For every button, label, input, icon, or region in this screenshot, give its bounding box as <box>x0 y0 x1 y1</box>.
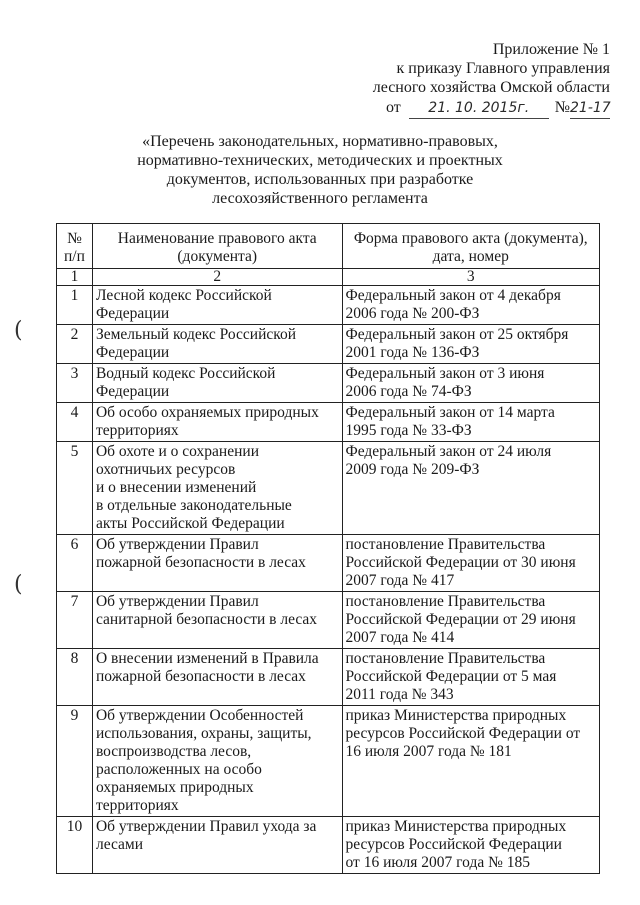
act-name-line: Федерации <box>95 383 170 400</box>
act-form-line: Федеральный закон от 4 декабря <box>345 287 561 304</box>
date-prefix: от <box>385 99 401 116</box>
act-name-line: использования, охраны, защиты, <box>95 725 312 742</box>
row-number: 2 <box>57 325 93 364</box>
act-form-line: 2001 года № 136-ФЗ <box>345 344 480 361</box>
act-form-line: 1995 года № 33-ФЗ <box>345 422 472 439</box>
act-name-line: лесами <box>95 836 144 853</box>
table-row <box>57 325 600 364</box>
act-name-line: Об утверждении Особенностей <box>95 707 304 724</box>
act-form-cell <box>342 286 600 325</box>
order-number-handwritten: 21-17 <box>570 100 611 116</box>
act-form-line: 2009 года № 209-ФЗ <box>345 461 480 478</box>
act-form-cell <box>342 364 600 403</box>
header-form: Форма правового акта (документа), дата, номер <box>342 224 600 269</box>
column-index: 2 <box>92 269 342 286</box>
act-form-line: Федеральный закон от 24 июля <box>345 443 552 460</box>
table-row <box>57 706 600 817</box>
act-form-cell <box>342 535 600 592</box>
act-name-line: расположенных на особо <box>95 761 262 778</box>
appendix-number: Приложение № 1 <box>492 41 610 58</box>
act-form-cell <box>342 442 600 535</box>
act-form-cell <box>342 706 600 817</box>
table-row <box>57 535 600 592</box>
act-name-cell <box>92 442 342 535</box>
act-form-line: Российской Федерации от 30 июня <box>345 554 576 571</box>
act-form-line: от 16 июля 2007 года № 185 <box>345 854 531 871</box>
table-row <box>57 403 600 442</box>
act-name-line: охотничьих ресурсов <box>95 461 236 478</box>
act-name-line: пожарной безопасности в лесах <box>95 554 306 571</box>
column-index: 1 <box>57 269 93 286</box>
act-form-line: постановление Правительства <box>345 593 546 610</box>
act-name-line: Водный кодекс Российской <box>95 365 276 382</box>
act-form-line: 16 июля 2007 года № 181 <box>345 743 512 760</box>
row-number: 1 <box>57 286 93 325</box>
act-name-cell <box>92 817 342 874</box>
table-row <box>57 442 600 535</box>
act-name-cell <box>92 535 342 592</box>
order-reference: к приказу Главного управления <box>396 60 610 77</box>
order-date-field <box>409 98 549 119</box>
table-row <box>57 592 600 649</box>
act-form-line: 2006 года № 200-ФЗ <box>345 305 480 322</box>
act-form-cell <box>342 592 600 649</box>
act-name-cell <box>92 403 342 442</box>
margin-bracket-mark: ( <box>14 572 23 597</box>
act-name-line: охраняемых природных <box>95 779 254 796</box>
act-name-line: территориях <box>95 422 179 439</box>
act-form-line: 2006 года № 74-ФЗ <box>345 383 472 400</box>
act-name-line: воспроизводства лесов, <box>95 743 252 760</box>
column-index: 3 <box>342 269 600 286</box>
act-name-cell <box>92 592 342 649</box>
title-line: нормативно-технических, методических и проектных <box>137 152 503 169</box>
act-name-line: Об утверждении Правил <box>95 593 259 610</box>
act-form-line: ресурсов Российской Федерации от <box>345 725 581 742</box>
order-date-handwritten: 21. 10. 2015г. <box>428 100 530 116</box>
act-name-line: Об утверждении Правил ухода за <box>95 818 317 835</box>
act-name-line: Об особо охраняемых природных <box>95 404 319 421</box>
row-number: 3 <box>57 364 93 403</box>
header-name: Наименование правового акта (документа) <box>92 224 342 269</box>
act-form-line: Федеральный закон от 25 октября <box>345 326 569 343</box>
column-index-row <box>57 269 600 286</box>
order-number-field <box>570 98 610 119</box>
table-row <box>57 364 600 403</box>
act-name-cell <box>92 325 342 364</box>
act-name-cell <box>92 364 342 403</box>
act-name-line: Земельный кодекс Российской <box>95 326 297 343</box>
table-row <box>57 649 600 706</box>
table-row <box>57 286 600 325</box>
act-name-line: Федерации <box>95 305 170 322</box>
legal-acts-table <box>56 223 600 874</box>
act-name-cell <box>92 286 342 325</box>
act-form-line: приказ Министерства природных <box>345 818 567 835</box>
act-name-line: Лесной кодекс Российской <box>95 287 272 304</box>
act-name-cell <box>92 649 342 706</box>
act-name-line: территориях <box>95 797 179 814</box>
appendix-header <box>373 40 610 119</box>
act-form-line: 2007 года № 417 <box>345 572 455 589</box>
act-name-line: акты Российской Федерации <box>95 515 285 532</box>
title-line: «Перечень законодательных, нормативно-правовых, <box>142 133 498 150</box>
row-number: 10 <box>57 817 93 874</box>
act-form-line: Российской Федерации от 5 мая <box>345 668 557 685</box>
row-number: 8 <box>57 649 93 706</box>
number-prefix: № <box>554 99 570 116</box>
row-number: 4 <box>57 403 93 442</box>
act-name-line: и о внесении изменений <box>95 479 257 496</box>
act-form-cell <box>342 403 600 442</box>
title-line: документов, использованных при разработке <box>166 171 474 188</box>
document-title <box>100 132 540 208</box>
row-number: 7 <box>57 592 93 649</box>
title-line: лесохозяйственного регламента <box>212 190 428 207</box>
table-row <box>57 817 600 874</box>
act-name-line: санитарной безопасности в лесах <box>95 611 318 628</box>
issuing-authority: лесного хозяйства Омской области <box>372 79 610 96</box>
act-form-cell <box>342 325 600 364</box>
header-num: № п/п <box>57 224 93 269</box>
act-name-cell <box>92 706 342 817</box>
act-form-line: постановление Правительства <box>345 536 546 553</box>
act-name-line: Об утверждении Правил <box>95 536 259 553</box>
act-name-line: пожарной безопасности в лесах <box>95 668 306 685</box>
row-number: 9 <box>57 706 93 817</box>
act-form-cell <box>342 649 600 706</box>
act-form-line: Федеральный закон от 14 марта <box>345 404 555 421</box>
row-number: 5 <box>57 442 93 535</box>
act-name-line: в отдельные законодательные <box>95 497 292 514</box>
act-form-cell <box>342 817 600 874</box>
order-date-line <box>373 98 610 119</box>
act-form-line: постановление Правительства <box>345 650 546 667</box>
act-form-line: ресурсов Российской Федерации <box>345 836 562 853</box>
row-number: 6 <box>57 535 93 592</box>
margin-bracket-mark: ( <box>14 318 23 343</box>
act-form-line: 2011 года № 343 <box>345 686 454 703</box>
act-form-line: Федеральный закон от 3 июня <box>345 365 545 382</box>
act-name-line: Федерации <box>95 344 170 361</box>
act-name-line: Об охоте и о сохранении <box>95 443 259 460</box>
act-name-line: О внесении изменений в Правила <box>95 650 319 667</box>
act-form-line: приказ Министерства природных <box>345 707 567 724</box>
act-form-line: Российской Федерации от 29 июня <box>345 611 576 628</box>
table-header-row <box>57 224 600 269</box>
act-form-line: 2007 года № 414 <box>345 629 455 646</box>
